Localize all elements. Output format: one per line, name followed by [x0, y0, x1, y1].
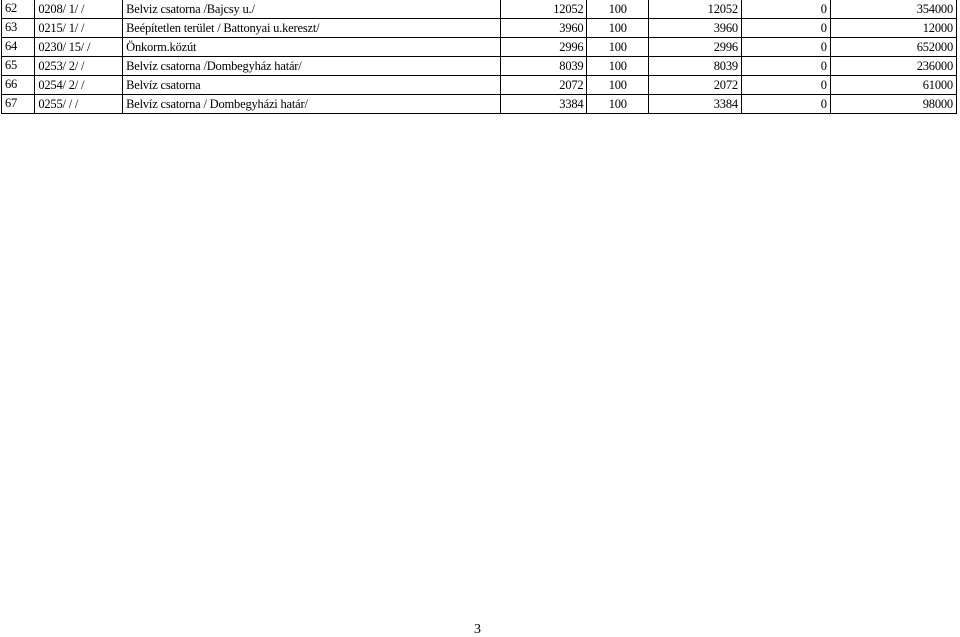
share-value: 100 — [587, 38, 649, 57]
area-value: 12052 — [500, 0, 587, 19]
zero-value: 0 — [741, 19, 830, 38]
parcel-number: 0208/ 1/ / — [35, 0, 123, 19]
property-description: Belviz csatorna /Bajcsy u./ — [123, 0, 501, 19]
zero-value: 0 — [741, 38, 830, 57]
area-value: 2996 — [500, 38, 587, 57]
table-row — [2, 76, 957, 95]
parcel-number: 0254/ 2/ / — [35, 76, 123, 95]
share-value: 100 — [587, 57, 649, 76]
property-description: Belvíz csatorna / Dombegyházi határ/ — [123, 95, 501, 114]
amount-value: 652000 — [830, 38, 956, 57]
area-value: 8039 — [500, 57, 587, 76]
area-value: 2072 — [500, 76, 587, 95]
share-value: 100 — [587, 95, 649, 114]
share-value: 100 — [587, 76, 649, 95]
property-description: Belvíz csatorna — [123, 76, 501, 95]
parcel-number: 0255/ / / — [35, 95, 123, 114]
share-value: 100 — [587, 19, 649, 38]
zero-value: 0 — [741, 0, 830, 19]
table-row — [2, 57, 957, 76]
area-value: 3960 — [500, 19, 587, 38]
zero-value: 0 — [741, 57, 830, 76]
row-number: 64 — [2, 38, 35, 57]
row-number: 67 — [2, 95, 35, 114]
owned-area-value: 2072 — [649, 76, 742, 95]
parcel-number: 0230/ 15/ / — [35, 38, 123, 57]
row-number: 62 — [2, 0, 35, 19]
owned-area-value: 8039 — [649, 57, 742, 76]
property-description: Beépítetlen terület / Battonyai u.kereszt/ — [123, 19, 501, 38]
owned-area-value: 2996 — [649, 38, 742, 57]
amount-value: 61000 — [830, 76, 956, 95]
amount-value: 354000 — [830, 0, 956, 19]
property-table — [1, 0, 957, 114]
owned-area-value: 3384 — [649, 95, 742, 114]
row-number: 63 — [2, 19, 35, 38]
property-description: Belvíz csatorna /Dombegyház határ/ — [123, 57, 501, 76]
table-row — [2, 95, 957, 114]
table-row — [2, 0, 957, 19]
page-number: 3 — [474, 622, 481, 637]
share-value: 100 — [587, 0, 649, 19]
zero-value: 0 — [741, 76, 830, 95]
amount-value: 12000 — [830, 19, 956, 38]
amount-value: 98000 — [830, 95, 956, 114]
parcel-number: 0215/ 1/ / — [35, 19, 123, 38]
amount-value: 236000 — [830, 57, 956, 76]
row-number: 65 — [2, 57, 35, 76]
row-number: 66 — [2, 76, 35, 95]
zero-value: 0 — [741, 95, 830, 114]
property-description: Önkorm.közút — [123, 38, 501, 57]
parcel-number: 0253/ 2/ / — [35, 57, 123, 76]
area-value: 3384 — [500, 95, 587, 114]
table-row — [2, 19, 957, 38]
owned-area-value: 12052 — [649, 0, 742, 19]
owned-area-value: 3960 — [649, 19, 742, 38]
table-row — [2, 38, 957, 57]
